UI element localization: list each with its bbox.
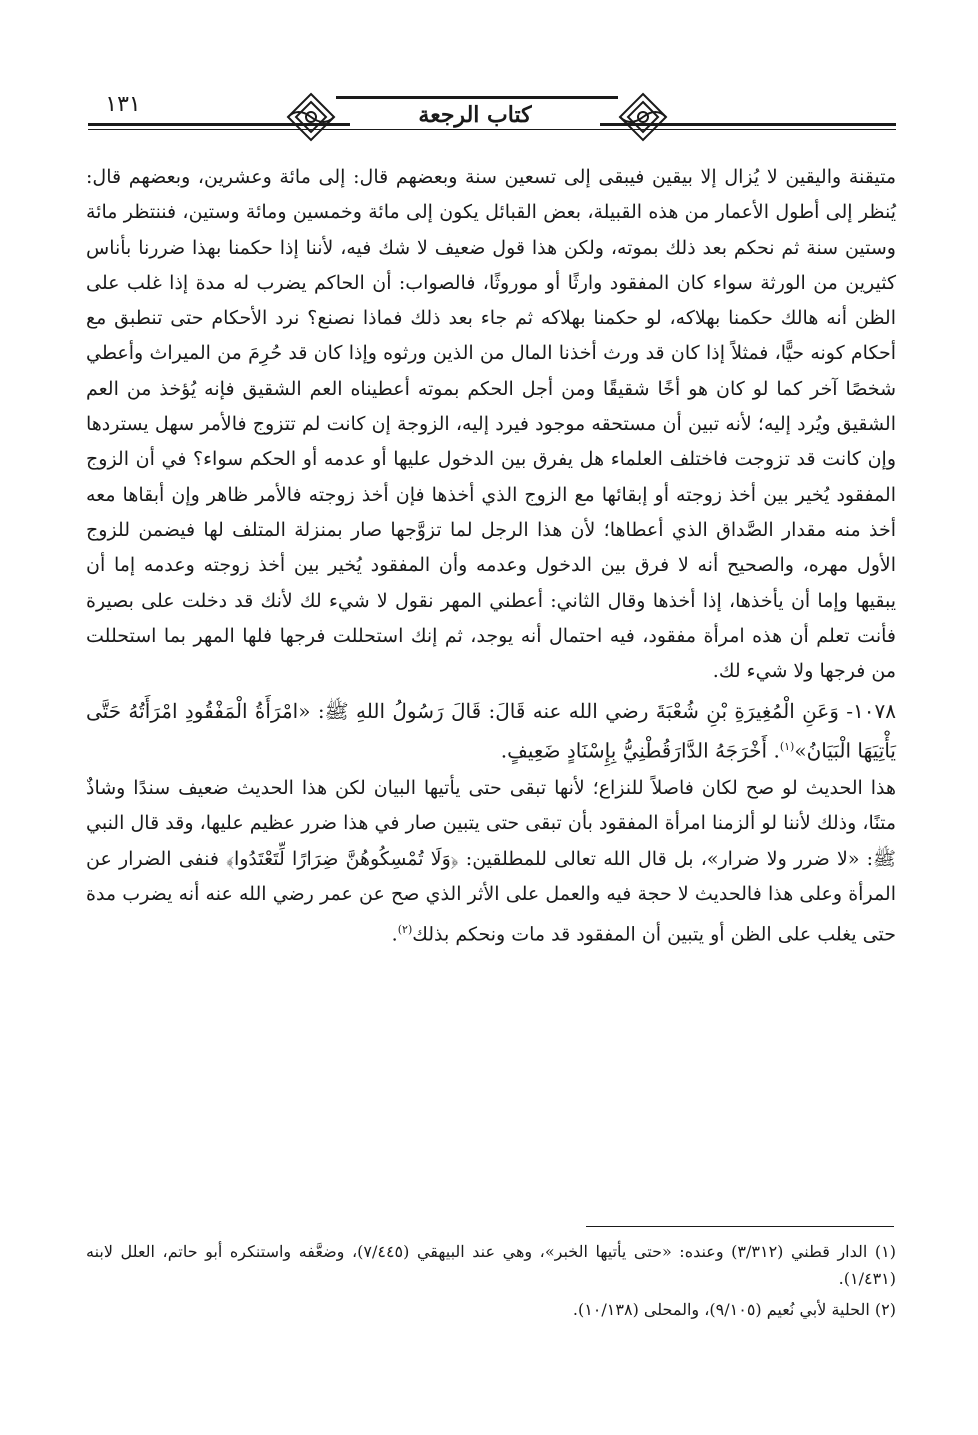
footnote-ref: (١) [779,740,795,754]
commentary-paragraph [86,771,896,953]
paragraph: متيقنة واليقين لا يُزال إلا بيقين فيبقى إلى تسعين سنة وبعضهم قال: إلى مائة وعشرين، وبعضهم قال: يُنظر إلى أطول الأعمار من هذه القبيلة، بعض القبائل يكون إلى مائة وخمسين ومائة وستين، فننتظر مائة وستين سنة ثم نحكم بعد ذلك بموته، ولكن هذا قول ضعيف لا شك فيه، لأننا إذا حكمنا بهذا ضررنا بأناس كثيرين من الورثة سواء كان المفقود وارثًا أو موروثًا، فالصواب: أن الحاكم يضرب له مدة إذا غلب على الظن أنه هالك حكمنا بهلاكه، لو حكمنا بهلاكه ثم جاء بعد ذلك فماذا نصنع؟ نرد الأحكام حتى تنطبق مع أحكام كونه حيًّا، فمثلاً إذا كان قد ورث أخذنا المال من الذين ورثوه وإذا كان قد حُرِمَ من الميراث وأعطي شخصًا آخر كما لو كان هو أخًا شقيقًا ومن أجل الحكم بموته أعطيناه العم الشقيق فإنه يُؤخذ من العم الشقيق ويُرد إليه؛ لأنه تبين أن مستحقه موجود فيرد إليه، الزوجة إن كانت لم تتزوج فالأمر سهل يستردها وإن كانت قد تزوجت فاختلف العلماء هل يفرق بين الدخول عليها أو عدمه أو الحكم سواء؟ في أن الزوج المفقود يُخير بين أخذ زوجته أو إبقائها مع الزوج الذي أخذها فإن أخذ زوجته فالأمر ظاهر وإن أبقاها معه أخذ منه مقدار الصَّداق الذي أعطاها؛ لأن هذا الرجل لما تزوَّجها صار بمنزلة المتلف لها فيضمن للزوج الأول مهره، والصحيح أنه لا فرق بين الدخول وعدمه وأن المفقود يُخير بين أخذ زوجته وعدمه إما أن يبقيها وإما أن يأخذها، إذا أخذها وقال الثاني: أعطني المهر نقول لا شيء لك لأنك قد دخلت على بصيرة فأنت تعلم أن هذه امرأة مفقود، فيه احتمال أنه يوجد، ثم إنك استحللت فرجها فلها المهر بما استحللت من فرجها ولا شيء لك. [86,166,896,683]
chapter-title: كتاب الرجعة [350,102,600,128]
ornament-left-icon [284,90,338,144]
commentary-end: . [391,923,398,946]
page-header [88,82,896,144]
header-rule-thin [88,129,896,130]
hadith-text [86,693,896,769]
page-number: ١٣١ [105,92,141,117]
commentary-body: هذا الحديث لو صح لكان فاصلاً للنزاع؛ لأنها تبقى حتى يأتيها البيان لكن هذا الحديث ضعيف سندًا وشاذٌ متنًا، وذلك لأننا لو ألزمنا امرأة المفقود بأن تبقى حتى يتبين صار في هذا ضرر عظيم عليها، وقد قال النبي ﷺ: «لا ضرر ولا ضرار»، بل قال الله تعالى للمطلقين: ﴿وَلَا تُمْسِكُوهُنَّ ضِرَارًا لِّتَعْتَدُوا﴾ فنفى الضرار عن المرأة وعلى هذا فالحديث لا حجة فيه والعمل على الأثر الذي صح عن عمر رضي الله عنه أنه يضرب مدة حتى يغلب على الظن أو يتبين أن المفقود قد مات ونحكم بذلك [86,777,896,946]
footnote: (٢) الحلية لأبي نُعيم (٩/١٠٥)، والمحلى (١٠/١٣٨). [572,1300,896,1319]
footnote-divider [586,1226,894,1227]
hadith-body: ١٠٧٨- وَعَنِ الْمُغِيرَةِ بْنِ شُعْبَةَ رضي الله عنه قَالَ: قَالَ رَسُولُ اللهِ ﷺ: «امْرَأَةُ الْمَفْقُودِ امْرَأَتُهُ حَتَّى يَأْتِيَهَا الْبَيَانُ» [86,699,896,764]
footnote-ref: (٢) [397,923,413,937]
ornament-right-icon [616,90,670,144]
footnote: (١) الدار قطني (٣/٣١٢) وعنده: «حتى يأتيها الخبر»، وهي عند البيهقي (٧/٤٤٥)، وضعَّفه واستنكره أبو حاتم، العلل لابنه (١/٤٣١). [86,1242,896,1288]
main-text [86,160,896,953]
title-bar [336,96,618,99]
footnotes [86,1238,896,1327]
hadith-source: . أَخْرَجَهُ الدَّارَقُطْنِيُّ بِإِسْنَادٍ ضَعِيفٍ. [500,739,780,764]
